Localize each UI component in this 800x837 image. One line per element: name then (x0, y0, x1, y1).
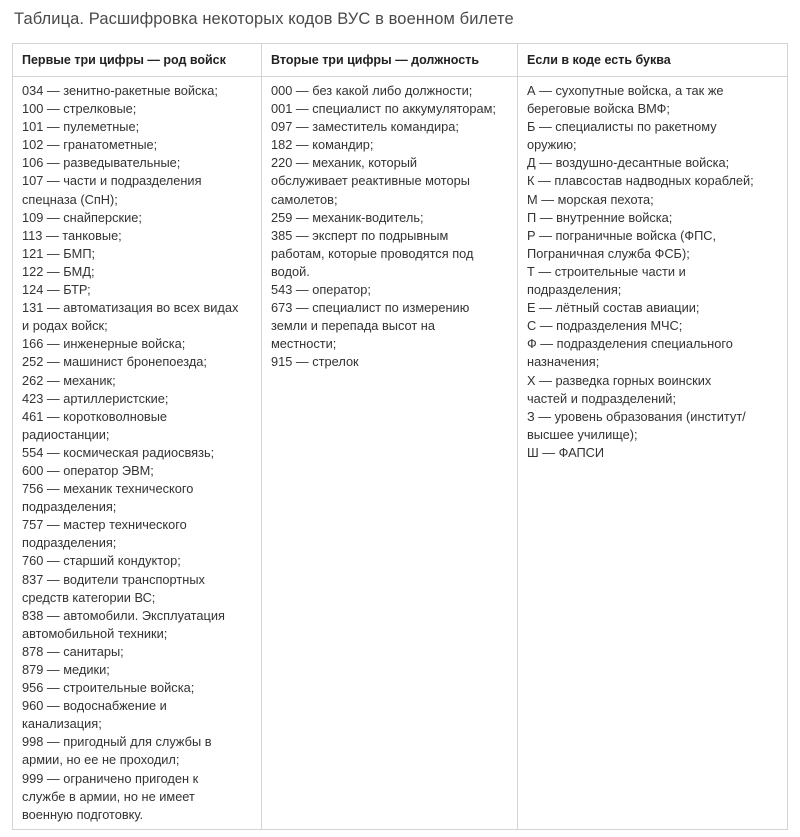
code-line: 122 — БМД; (22, 263, 95, 279)
code-line: А — сухопутные войска, а так же (527, 83, 724, 98)
code-line: 097 — заместитель командира; (271, 119, 459, 135)
code-line: Ш — ФАПСИ (527, 444, 605, 460)
table-caption: Таблица. Расшифровка некоторых кодов ВУС в военном билете (14, 10, 514, 28)
code-line: 107 — части и подразделения (22, 173, 202, 189)
code-line: 106 — разведывательные; (22, 155, 181, 171)
code-line: 385 — эксперт по подрывным (271, 227, 449, 243)
column-branch (13, 44, 261, 829)
code-line: и родах войск; (22, 318, 108, 334)
column-header-branch: Первые три цифры — род войск (13, 44, 261, 77)
code-line: К — плавсостав надводных кораблей; (527, 173, 754, 189)
code-line: Д — воздушно-десантные войска; (527, 155, 730, 171)
code-line: Б — специалисты по ракетному (527, 119, 717, 135)
code-line: службе в армии, но не имеет (22, 788, 195, 804)
code-line: 554 — космическая радиосвязь; (22, 444, 215, 460)
code-line: 423 — артиллеристские; (22, 390, 169, 406)
code-line: работам, которые проводятся под (271, 245, 474, 261)
code-line: 113 — танковые; (22, 227, 122, 243)
code-line: 034 — зенитно-ракетные войска; (22, 83, 218, 98)
code-line: подразделения; (22, 535, 117, 551)
code-line: военную подготовку. (22, 806, 144, 822)
code-line: обслуживает реактивные моторы (271, 173, 470, 189)
code-line: местности; (271, 336, 337, 352)
code-line: 998 — пригодный для службы в (22, 734, 212, 750)
code-line: Пограничная служба ФСБ); (527, 245, 690, 261)
code-line: С — подразделения МЧС; (527, 318, 683, 334)
code-line: 760 — старший кондуктор; (22, 553, 181, 569)
column-header-letter: Если в коде есть буква (518, 44, 787, 77)
code-line: 109 — снайперские; (22, 209, 142, 225)
code-line: 956 — строительные войска; (22, 680, 195, 696)
code-line: З — уровень образования (институт/ (527, 408, 746, 424)
code-line: 121 — БМП; (22, 245, 96, 261)
code-line: 001 — специалист по аккумуляторам; (271, 101, 496, 117)
code-line: высшее училище); (527, 426, 638, 442)
code-line: армии, но ее не проходил; (22, 752, 180, 768)
code-line: 220 — механик, который (271, 155, 418, 171)
code-line: водой. (271, 263, 310, 279)
column-body-position (262, 77, 517, 372)
code-line: подразделения; (527, 282, 622, 298)
column-body-branch (13, 77, 261, 824)
code-line: 878 — санитары; (22, 643, 124, 659)
code-line: 124 — БТР; (22, 282, 91, 298)
column-body-letter (518, 77, 787, 462)
code-line: 252 — машинист бронепоезда; (22, 354, 207, 370)
code-line: частей и подразделений; (527, 390, 676, 406)
code-line: 000 — без какой либо должности; (271, 83, 473, 98)
code-line: радиостанции; (22, 426, 110, 442)
code-line: канализация; (22, 716, 102, 732)
code-line: 543 — оператор; (271, 282, 371, 298)
code-line: 960 — водоснабжение и (22, 698, 167, 714)
code-line: 101 — пулеметные; (22, 119, 140, 135)
column-header-position: Вторые три цифры — должность (262, 44, 517, 77)
code-line: оружию; (527, 137, 577, 153)
code-line: 102 — гранатометные; (22, 137, 158, 153)
code-line: береговые войска ВМФ; (527, 101, 670, 117)
code-line: самолетов; (271, 191, 338, 207)
code-line: Е — лётный состав авиации; (527, 300, 700, 316)
code-line: Р — пограничные войска (ФПС, (527, 227, 717, 243)
code-line: 838 — автомобили. Эксплуатация (22, 607, 225, 623)
code-line: 182 — командир; (271, 137, 374, 153)
code-line: назначения; (527, 354, 600, 370)
code-line: 259 — механик-водитель; (271, 209, 424, 225)
code-line: средств категории ВС; (22, 589, 156, 605)
code-line: Т — строительные части и (527, 263, 686, 279)
code-line: П — внутренние войска; (527, 209, 673, 225)
code-line: Ф — подразделения специального (527, 336, 733, 352)
code-line: М — морская пехота; (527, 191, 654, 207)
code-line: 600 — оператор ЭВМ; (22, 462, 154, 478)
code-line: подразделения; (22, 499, 117, 515)
code-line: 999 — ограничено пригоден к (22, 770, 199, 786)
code-line: 837 — водители транспортных (22, 571, 205, 587)
code-line: 673 — специалист по измерению (271, 300, 470, 316)
code-line: Х — разведка горных воинских (527, 372, 712, 388)
column-letter (517, 44, 787, 829)
code-line: 166 — инженерные войска; (22, 336, 186, 352)
column-position (261, 44, 517, 829)
code-line: 461 — коротковолновые (22, 408, 168, 424)
code-line: 756 — механик технического (22, 481, 194, 497)
code-line: автомобильной техники; (22, 625, 168, 641)
code-line: земли и перепада высот на (271, 318, 435, 334)
code-line: 879 — медики; (22, 662, 110, 677)
vus-codes-table (12, 43, 788, 830)
code-line: 262 — механик; (22, 372, 116, 388)
code-line: 100 — стрелковые; (22, 101, 137, 117)
code-line: 131 — автоматизация во всех видах (22, 300, 239, 316)
code-line: 915 — стрелок (271, 354, 359, 370)
code-line: 757 — мастер технического (22, 517, 187, 533)
code-line: спецназа (СпН); (22, 191, 118, 207)
